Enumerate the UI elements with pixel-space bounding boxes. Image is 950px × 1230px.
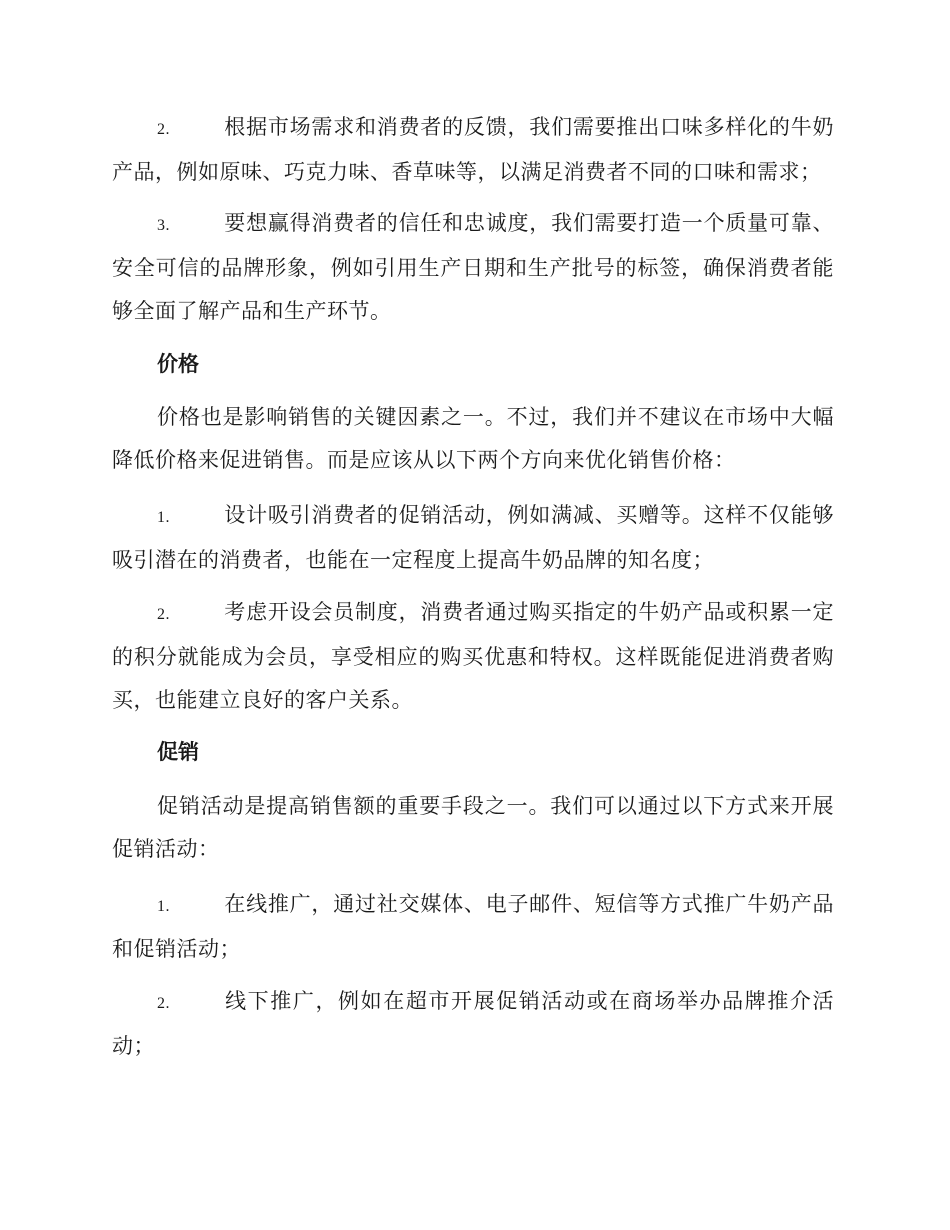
- list-number: 1.: [157, 898, 170, 915]
- list-item-text: 在线推广，通过社交媒体、电子邮件、短信等方式推广牛奶产品和促销活动；: [112, 892, 834, 961]
- list-item: [112, 202, 834, 333]
- list-number: 2.: [157, 606, 170, 623]
- section-heading-promotion: 促销: [157, 739, 199, 764]
- paragraph: 价格也是影响销售的关键因素之一。不过，我们并不建议在市场中大幅降低价格来促进销售。而是应该从以下两个方向来优化销售价格：: [112, 405, 834, 472]
- list-item: [112, 106, 834, 194]
- list-item: [112, 883, 834, 971]
- list-number: 1.: [157, 509, 170, 526]
- list-item-text: 要想赢得消费者的信任和忠诚度，我们需要打造一个质量可靠、安全可信的品牌形象，例如引用生产日期和生产批号的标签，确保消费者能够全面了解产品和生产环节。: [112, 211, 834, 323]
- list-number: 2.: [157, 995, 170, 1012]
- list-number: 2.: [157, 121, 170, 138]
- list-item: [112, 591, 834, 722]
- list-item-text: 考虑开设会员制度，消费者通过购买指定的牛奶产品或积累一定的积分就能成为会员，享受相应的购买优惠和特权。这样既能促进消费者购买，也能建立良好的客户关系。: [112, 600, 834, 712]
- list-item-text: 根据市场需求和消费者的反馈，我们需要推出口味多样化的牛奶产品，例如原味、巧克力味、香草味等，以满足消费者不同的口味和需求；: [112, 115, 834, 184]
- list-item-text: 设计吸引消费者的促销活动，例如满减、买赠等。这样不仅能够吸引潜在的消费者，也能在一定程度上提高牛奶品牌的知名度；: [112, 503, 834, 572]
- section-heading-price: 价格: [157, 351, 199, 376]
- paragraph: 促销活动是提高销售额的重要手段之一。我们可以通过以下方式来开展促销活动：: [112, 794, 834, 861]
- list-item-text: 线下推广，例如在超市开展促销活动或在商场举办品牌推介活动；: [112, 989, 834, 1058]
- list-item: [112, 980, 834, 1068]
- list-number: 3.: [157, 217, 170, 234]
- list-item: [112, 494, 834, 582]
